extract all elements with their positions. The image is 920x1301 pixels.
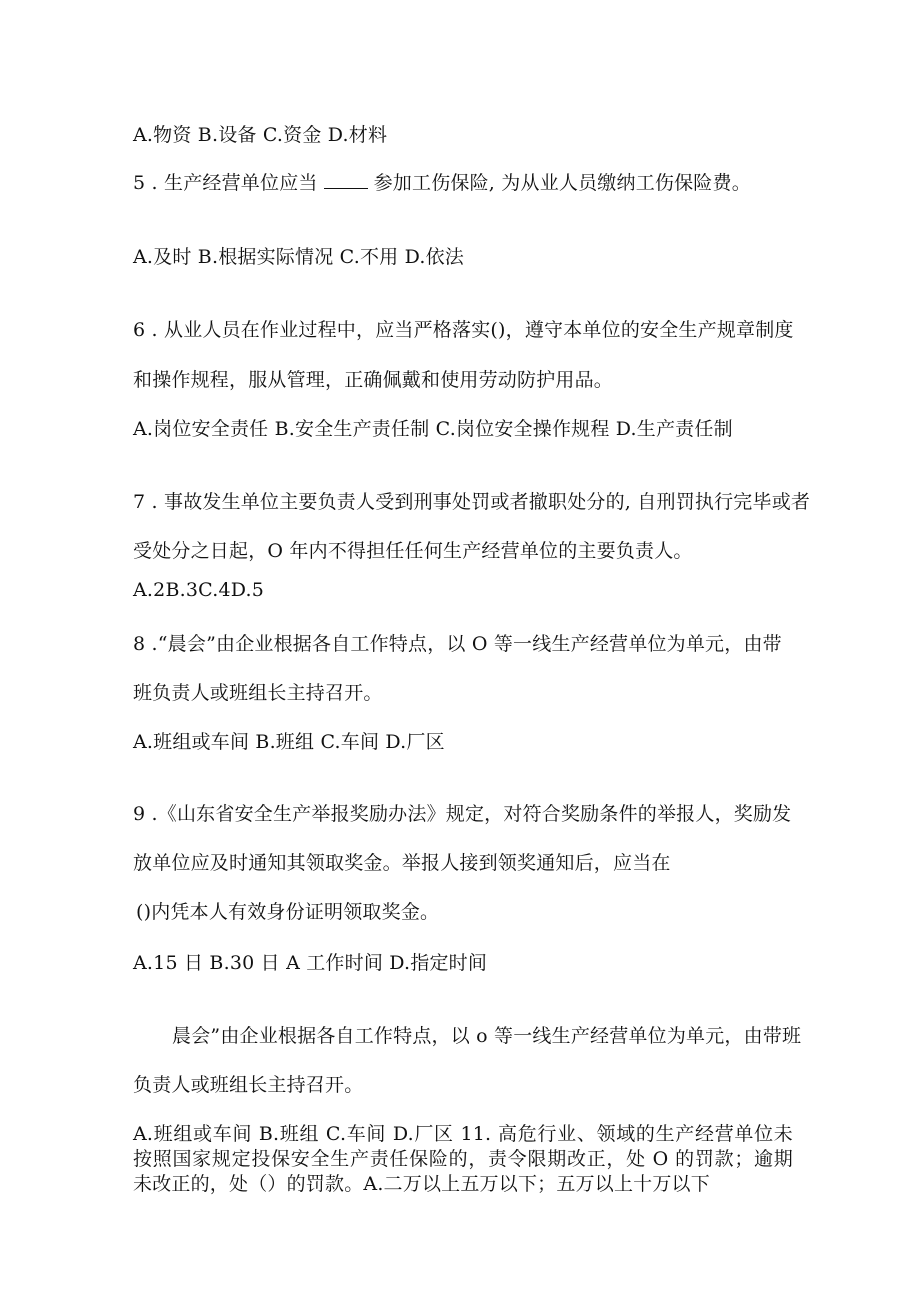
q5-options: A.及时 B.根据实际情况 C.不用 D.依法 — [133, 246, 464, 268]
q5-answer-blank — [324, 174, 368, 189]
q9-question-line1: 9 .《山东省安全生产举报奖励办法》规定，对符合奖励条件的举报人，奖励发 — [133, 803, 792, 825]
q6-question-line2: 和操作规程，服从管理，正确佩戴和使用劳动防护用品。 — [133, 369, 614, 391]
q5-question-suffix: 参加工伤保险, 为从业人员缴纳工伤保险费。 — [373, 172, 751, 194]
q10-question-line2: 负责人或班组长主持召开。 — [133, 1074, 364, 1096]
q10-options-and-q11-paragraph: A.班组或车间 B.班组 C.车间 D.厂区 11. 高危行业、领域的生产经营单位未按照国家规定投保安全生产责任保险的，责令限期改正，处 O 的罚款；逾期未改正的，处（）的罚款。A.二万以上五万以下；五万以上十万以下 — [133, 1123, 793, 1195]
q9-options: A.15 日 B.30 日 A 工作时间 D.指定时间 — [133, 952, 488, 974]
q6-question-line1: 6 . 从业人员在作业过程中，应当严格落实()，遵守本单位的安全生产规章制度 — [133, 319, 794, 341]
q6-options: A.岗位安全责任 B.安全生产责任制 C.岗位安全操作规程 D.生产责任制 — [133, 418, 733, 440]
q5-question — [133, 171, 751, 195]
q8-options: A.班组或车间 B.班组 C.车间 D.厂区 — [133, 731, 445, 753]
q7-options: A.2B.3C.4D.5 — [133, 579, 265, 601]
q8-question-line2: 班负责人或班组长主持召开。 — [133, 682, 383, 704]
q7-question-line1: 7 . 事故发生单位主要负责人受到刑事处罚或者撤职处分的, 自刑罚执行完毕或者 — [133, 491, 811, 513]
q8-question-line1: 8 .“晨会”由企业根据各自工作特点，以 O 等一线生产经营单位为单元，由带 — [133, 633, 782, 655]
q4-options: A.物资 B.设备 C.资金 D.材料 — [133, 124, 388, 146]
q7-question-line2: 受处分之日起，O 年内不得担任任何生产经营单位的主要负责人。 — [133, 540, 693, 562]
q9-question-line2: 放单位应及时通知其领取奖金。举报人接到领奖通知后，应当在 — [133, 852, 671, 874]
q9-question-line3: ()内凭本人有效身份证明领取奖金。 — [136, 901, 440, 923]
q5-question-prefix: 5 . 生产经营单位应当 — [133, 172, 318, 194]
q10-question-line1: 晨会”由企业根据各自工作特点，以 o 等一线生产经营单位为单元，由带班 — [172, 1025, 802, 1047]
